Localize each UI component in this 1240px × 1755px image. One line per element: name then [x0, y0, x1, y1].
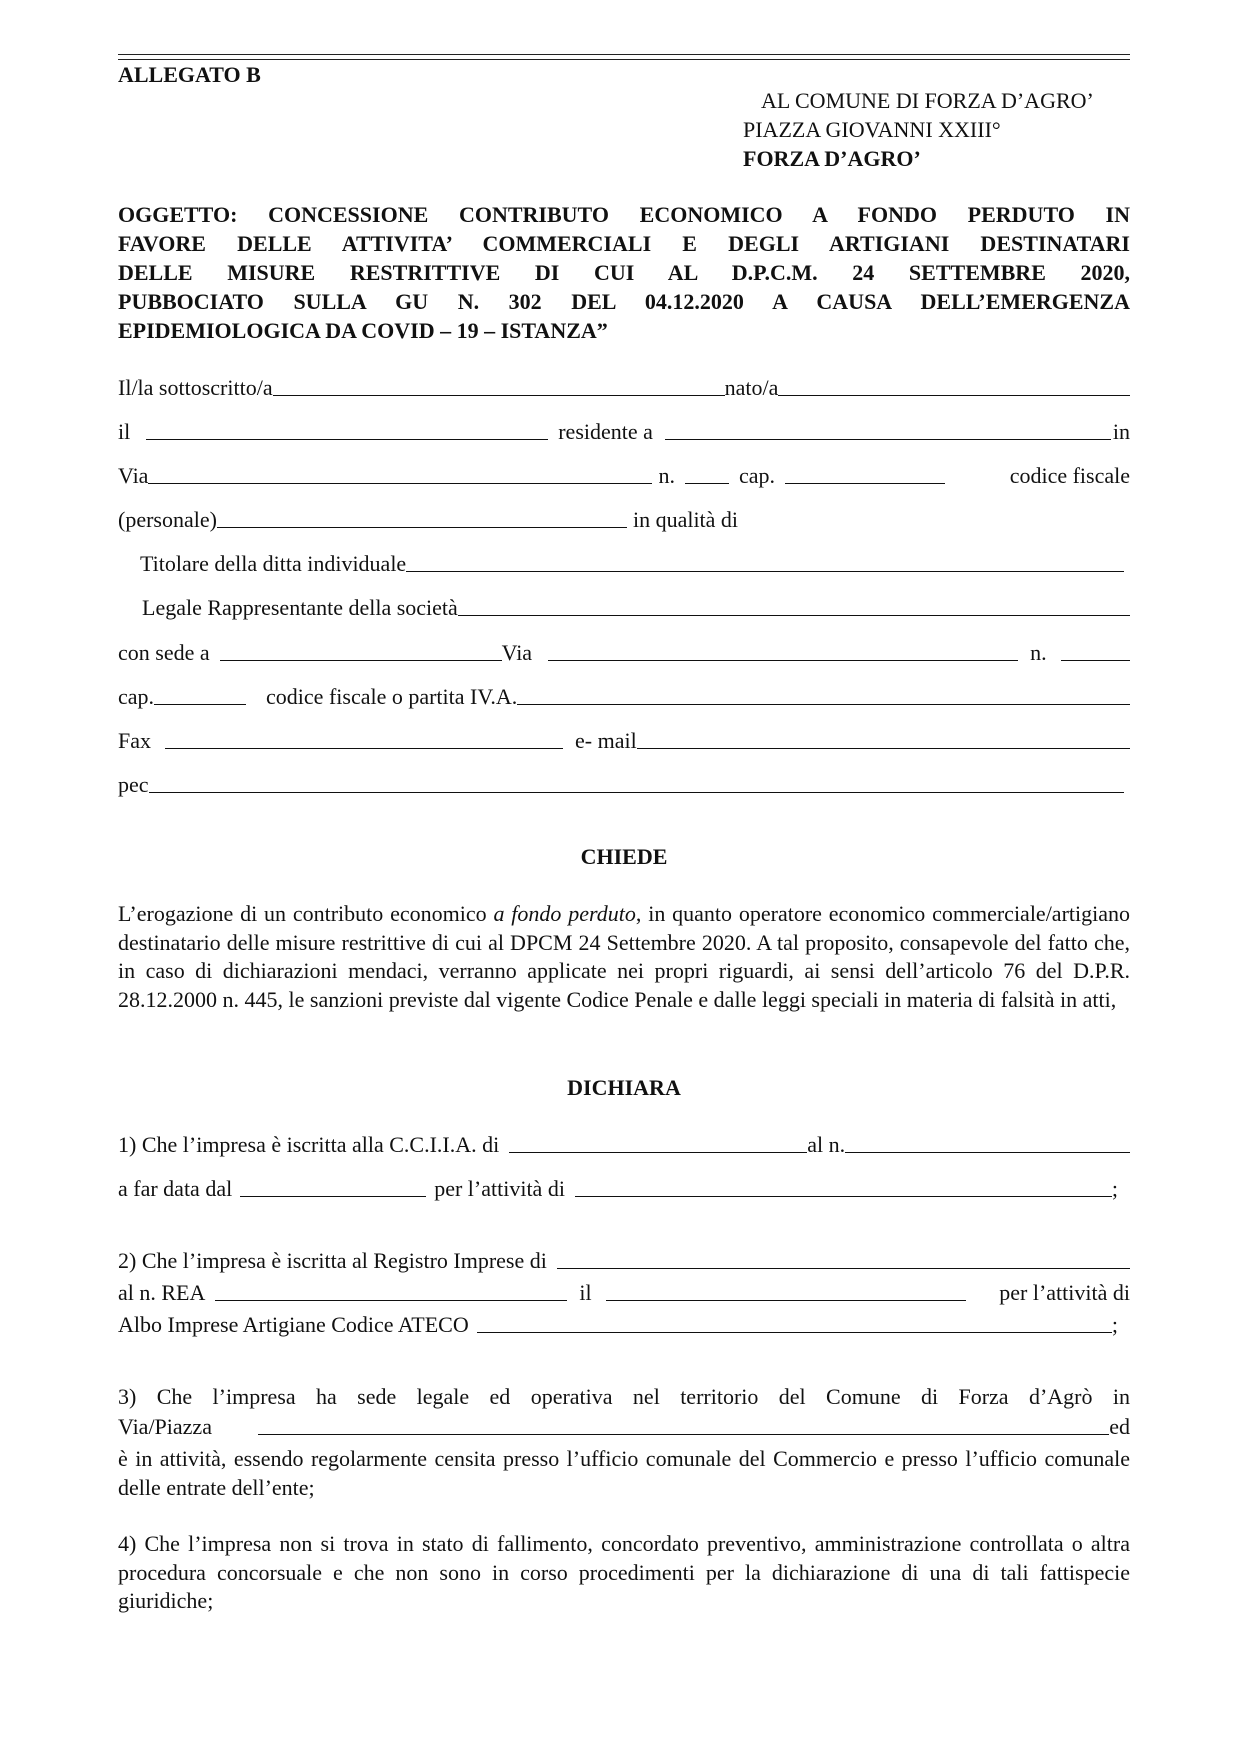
form-row-seat: [118, 640, 1130, 666]
recipient-line-3: FORZA D’AGRO’: [743, 146, 921, 171]
legal-rep-field[interactable]: [458, 615, 1130, 616]
cciia-field[interactable]: [509, 1152, 807, 1153]
seat-street-field[interactable]: [548, 660, 1018, 661]
cciia-number-field[interactable]: [845, 1152, 1130, 1153]
top-rule: [118, 54, 1130, 55]
item3-row-2: [118, 1414, 1130, 1440]
rea-date-field[interactable]: [606, 1300, 966, 1301]
form-row-owner: [140, 551, 1124, 577]
form-row-undersigned: [118, 375, 1130, 401]
registry-field[interactable]: [557, 1268, 1130, 1269]
annex-label: ALLEGATO B: [118, 62, 261, 87]
undersigned-field[interactable]: [273, 395, 725, 396]
ateco-field[interactable]: [477, 1332, 1112, 1333]
seat-number-field[interactable]: [1061, 660, 1130, 661]
item2-text-b: al n. REA: [118, 1280, 206, 1305]
form-row-personal: [118, 507, 778, 533]
fax-field[interactable]: [165, 748, 563, 749]
legal-rep-label: Legale Rappresentante della società: [142, 595, 458, 620]
form-row-address: [118, 463, 1130, 489]
item3-row-3: è in attività, essendo regolarmente censita presso l’ufficio comunale del Commercio e presso l’ufficio comunale delle entrate dell’ente;: [118, 1446, 1130, 1500]
requests-body-pre: L’erogazione di un contributo economico: [118, 901, 494, 926]
born-in-label: nato/a: [724, 375, 779, 400]
form-row-legal-rep: [142, 595, 1130, 621]
item2-row-2: [118, 1280, 1130, 1306]
item2-text-d: per l’attività di: [999, 1280, 1130, 1305]
item1-row-1: [118, 1132, 1130, 1158]
seat-field[interactable]: [220, 660, 502, 661]
requests-body: [118, 900, 1130, 1014]
seat-number-label: n.: [1030, 640, 1047, 665]
activity-field[interactable]: [575, 1196, 1112, 1197]
rea-field[interactable]: [215, 1300, 567, 1301]
seat-street-label: Via: [501, 640, 533, 665]
item1-row-2: [118, 1176, 1118, 1202]
item1-text-a: 1) Che l’impresa è iscritta alla C.C.I.I.A. di: [118, 1132, 500, 1157]
item1-text-c: a far data dal: [118, 1176, 233, 1201]
item4-text: 4) Che l’impresa non si trova in stato di fallimento, concordato preventivo, amministrazione controllata o altra procedura concorsuale e che non sono in corso procedimenti per la dichiarazione di una di tali fattispecie giuridiche;: [118, 1531, 1130, 1614]
form-row-birth: [118, 419, 1130, 445]
email-label: e- mail: [575, 728, 637, 753]
item2-end: ;: [1111, 1312, 1118, 1337]
item2-text-a: 2) Che l’impresa è iscritta al Registro Imprese di: [118, 1248, 547, 1273]
item1-text-b: al n.: [807, 1132, 846, 1157]
tax-code-label: codice fiscale: [1009, 463, 1130, 488]
subject-line-4: PUBBOCIATO SULLA GU N. 302 DEL 04.12.2020 A CAUSA DELL’EMERGENZA: [118, 289, 1130, 314]
item2-row-3: [118, 1312, 1118, 1338]
born-in-field[interactable]: [778, 395, 1130, 396]
top-rule-secondary: [118, 59, 1130, 60]
subject-line-1: OGGETTO: CONCESSIONE CONTRIBUTO ECONOMICO A FONDO PERDUTO IN: [118, 202, 1130, 227]
pec-field[interactable]: [149, 792, 1124, 793]
requests-body-post: , in quanto operatore economico commerciale/artigiano destinatario delle misure restrittive di cui al DPCM 24 Settembre 2020. A tal proposito, consapevole del fatto che, in caso di dichiarazioni mendaci, verranno applicate nei propri riguardi, ai sensi dell’articolo 76 del D.P.R. 28.12.2000 n. 445, le sanzioni previste dal vigente Codice Penale e dalle leggi speciali in materia di falsità in atti,: [118, 901, 1130, 1012]
form-row-vat: [118, 684, 1130, 710]
item3-text-c: ed: [1109, 1414, 1130, 1439]
capacity-label: in qualità di: [632, 507, 739, 532]
born-on-label: il: [118, 419, 131, 444]
pec-label: pec: [118, 772, 149, 797]
document-page: [118, 0, 1130, 1755]
owner-label: Titolare della ditta individuale: [140, 551, 407, 576]
item2-text-c: il: [579, 1280, 592, 1305]
fax-label: Fax: [118, 728, 151, 753]
resident-label: residente a: [558, 419, 653, 444]
recipient-line-2: PIAZZA GIOVANNI XXIII°: [743, 117, 1001, 142]
item1-text-d: per l’attività di: [434, 1176, 565, 1201]
personal-label: (personale): [118, 507, 217, 532]
tax-code-field[interactable]: [217, 527, 627, 528]
resident-field[interactable]: [665, 439, 1111, 440]
seat-zip-field[interactable]: [154, 704, 246, 705]
in-label: in: [1112, 419, 1130, 444]
subject-line-2: FAVORE DELLE ATTIVITA’ COMMERCIALI E DEGLI ARTIGIANI DESTINATARI: [118, 231, 1130, 256]
number-label: n.: [658, 463, 675, 488]
form-row-contacts: [118, 728, 1130, 754]
requests-body-italic: a fondo perduto: [493, 901, 636, 926]
item1-end: ;: [1111, 1176, 1118, 1201]
declares-heading: DICHIARA: [567, 1075, 681, 1100]
start-date-field[interactable]: [240, 1196, 426, 1197]
street-field[interactable]: [148, 483, 652, 484]
item3-text-b: Via/Piazza: [118, 1414, 212, 1439]
item3-row-1: 3) Che l’impresa ha sede legale ed operativa nel territorio del Comune di Forza d’Agrò in: [118, 1384, 1130, 1409]
seat-label: con sede a: [118, 640, 210, 665]
owner-field[interactable]: [406, 571, 1124, 572]
undersigned-label: Il/la sottoscritto/a: [118, 375, 273, 400]
vat-field[interactable]: [517, 704, 1130, 705]
recipient-line-1: AL COMUNE DI FORZA D’AGRO’: [761, 88, 1094, 113]
form-row-pec: [118, 772, 1124, 798]
seat-address-field[interactable]: [258, 1434, 1109, 1435]
born-on-field[interactable]: [146, 439, 548, 440]
vat-label: codice fiscale o partita IV.A.: [266, 684, 518, 709]
seat-zip-label: cap.: [118, 684, 155, 709]
number-field[interactable]: [685, 483, 729, 484]
item2-row-1: [118, 1248, 1130, 1274]
street-label: Via: [118, 463, 149, 488]
zip-field[interactable]: [785, 483, 945, 484]
subject-line-3: DELLE MISURE RESTRITTIVE DI CUI AL D.P.C.M. 24 SETTEMBRE 2020,: [118, 260, 1130, 285]
zip-label: cap.: [738, 463, 775, 488]
requests-heading: CHIEDE: [580, 844, 668, 869]
item2-text-e: Albo Imprese Artigiane Codice ATECO: [118, 1312, 469, 1337]
email-field[interactable]: [637, 748, 1130, 749]
subject-line-5: EPIDEMIOLOGICA DA COVID – 19 – ISTANZA”: [118, 318, 608, 343]
